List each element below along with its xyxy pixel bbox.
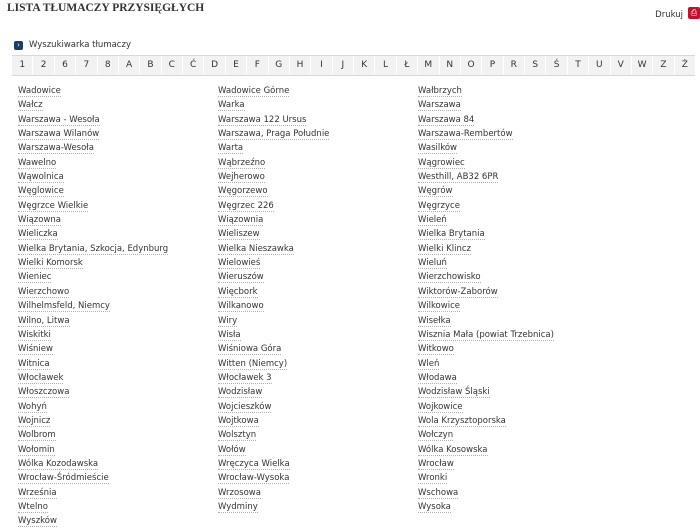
place-link[interactable]: Wilkanowo <box>218 301 264 312</box>
list-item <box>218 415 413 429</box>
place-link[interactable]: Włocławek <box>18 372 64 383</box>
printer-icon[interactable]: ⎙ <box>688 7 700 19</box>
letter-link[interactable]: 2 <box>33 56 54 75</box>
list-item <box>218 157 413 171</box>
place-link[interactable]: Wielka Brytania <box>418 229 485 240</box>
list-item <box>418 157 613 171</box>
list-item <box>218 315 413 329</box>
place-link[interactable]: Wilno, Litwa <box>18 315 70 326</box>
place-link[interactable]: Wołów <box>218 444 246 455</box>
list-item <box>418 472 613 486</box>
place-link[interactable]: Wydminy <box>218 501 258 512</box>
list-item <box>418 444 613 458</box>
place-link[interactable]: Wielki Klincz <box>418 243 471 254</box>
list-item <box>218 472 413 486</box>
place-link[interactable]: Węgrów <box>418 186 453 197</box>
place-link[interactable]: Wilkowice <box>418 301 460 312</box>
list-item <box>418 386 613 400</box>
place-link[interactable]: Wrocław <box>418 458 454 469</box>
list-item <box>18 415 213 429</box>
place-link[interactable]: Wieliczka <box>18 229 58 240</box>
list-item <box>18 271 213 285</box>
list-item <box>418 329 613 343</box>
list-item <box>18 114 213 128</box>
list-item <box>218 501 413 515</box>
place-link[interactable]: Wola Krzysztoporska <box>418 415 506 426</box>
list-item <box>18 171 213 185</box>
letter-link[interactable]: G <box>269 56 290 75</box>
letter-link[interactable]: Ł <box>397 56 418 75</box>
place-link[interactable]: Wilhelmsfeld, Niemcy <box>18 301 110 312</box>
place-link[interactable]: Warszawa 84 <box>418 114 475 125</box>
letter-link[interactable]: U <box>589 56 610 75</box>
list-item <box>218 487 413 501</box>
list-item <box>218 358 413 372</box>
place-link[interactable]: Wyszków <box>18 516 57 527</box>
place-link[interactable]: Wejherowo <box>218 172 265 183</box>
place-link[interactable]: Warka <box>218 100 245 111</box>
place-link[interactable]: Wadowice Górne <box>218 86 290 96</box>
place-link[interactable]: Wisła <box>218 329 241 340</box>
list-item <box>18 472 213 486</box>
place-link[interactable]: Węgrzyce <box>418 200 460 211</box>
places-column-3 <box>418 85 613 515</box>
letter-link[interactable]: N <box>440 56 461 75</box>
letter-link[interactable]: B <box>140 56 161 75</box>
list-item <box>218 429 413 443</box>
letter-link[interactable]: Ż <box>681 60 688 70</box>
list-item <box>218 243 413 257</box>
place-link[interactable]: Wręczyca Wielka <box>218 458 290 469</box>
place-link[interactable]: Wojnicz <box>18 415 51 426</box>
list-item <box>218 114 413 128</box>
list-item <box>418 401 613 415</box>
place-link[interactable]: Wschowa <box>418 487 459 498</box>
place-link[interactable]: Węgrzce Wielkie <box>18 200 89 211</box>
place-link[interactable]: Wałcz <box>18 100 43 111</box>
list-item <box>18 358 213 372</box>
place-link[interactable]: Warszawa, Praga Południe <box>218 129 330 140</box>
list-item <box>418 243 613 257</box>
place-link[interactable]: Wiśniowa Góra <box>218 344 282 355</box>
letter-navigation <box>12 55 695 76</box>
list-item <box>18 501 213 515</box>
place-link[interactable]: Włodawa <box>418 372 457 383</box>
list-item <box>18 85 213 99</box>
list-item <box>218 85 413 99</box>
place-link[interactable]: Wiskitki <box>18 329 51 340</box>
place-link[interactable]: Wólka Kosowska <box>418 444 488 455</box>
place-link[interactable]: Wrocław-Wysoka <box>218 473 290 484</box>
places-column-2 <box>218 85 413 515</box>
list-item <box>218 271 413 285</box>
place-link[interactable]: Warszawa - Wesoła <box>18 114 100 125</box>
list-item <box>218 329 413 343</box>
place-link[interactable]: Włocławek 3 <box>218 372 272 383</box>
place-link[interactable]: Wiązowna <box>18 215 61 226</box>
list-item <box>18 372 213 386</box>
letter-link[interactable]: Ć <box>183 56 204 75</box>
letter-link[interactable]: R <box>504 56 525 75</box>
list-item <box>18 458 213 472</box>
place-link[interactable]: Wrzosowa <box>218 487 261 498</box>
list-item <box>418 99 613 113</box>
list-item <box>418 228 613 242</box>
place-link[interactable]: Wolbrom <box>18 430 56 441</box>
place-link[interactable]: Westhill, AB32 6PR <box>418 172 499 183</box>
list-item <box>418 315 613 329</box>
place-link[interactable]: Wiktorów-Zaborów <box>418 286 498 297</box>
list-item <box>218 214 413 228</box>
list-item <box>418 85 613 99</box>
place-link[interactable]: Wierzchowo <box>18 286 70 297</box>
place-link[interactable]: Witkowo <box>418 344 454 355</box>
list-item <box>218 372 413 386</box>
letter-link[interactable]: H <box>290 56 311 75</box>
list-item <box>218 300 413 314</box>
letter-link[interactable]: J <box>333 56 354 75</box>
place-link[interactable]: Wojkowice <box>418 401 463 412</box>
place-link[interactable]: Węgorzewo <box>218 186 268 197</box>
place-link[interactable]: Wieluń <box>418 258 447 269</box>
letter-link[interactable]: I <box>311 56 332 75</box>
place-link[interactable]: Warszawa-Wesoła <box>18 143 94 154</box>
place-link[interactable]: Wasilków <box>418 143 457 154</box>
list-item <box>418 185 613 199</box>
letter-link[interactable]: P <box>482 56 503 75</box>
place-link[interactable]: Wisełka <box>418 315 451 326</box>
list-item <box>418 114 613 128</box>
list-item <box>218 200 413 214</box>
place-link[interactable]: Września <box>18 487 57 498</box>
list-item <box>418 257 613 271</box>
place-link[interactable]: Wąbrzeźno <box>218 157 266 168</box>
letter-link[interactable]: F <box>247 56 268 75</box>
place-link[interactable]: Wodzisław Śląski <box>418 387 490 398</box>
place-link[interactable]: Wojcieszków <box>218 401 272 412</box>
place-link[interactable]: Węgrzec 226 <box>218 200 274 211</box>
list-item <box>418 358 613 372</box>
list-item <box>218 99 413 113</box>
list-item <box>418 343 613 357</box>
letter-link[interactable]: 1 <box>12 56 33 75</box>
list-item <box>18 286 213 300</box>
place-link[interactable]: Wieliszew <box>218 229 260 240</box>
letter-link[interactable]: C <box>162 56 183 75</box>
places-column-1 <box>18 85 213 530</box>
list-item <box>418 487 613 501</box>
place-link[interactable]: Wierzchowisko <box>418 272 481 283</box>
place-link[interactable]: Wrocław-Śródmieście <box>18 473 109 484</box>
list-item <box>218 343 413 357</box>
place-link[interactable]: Wałbrzych <box>418 86 462 96</box>
letter-link[interactable]: 7 <box>76 56 97 75</box>
list-item <box>18 300 213 314</box>
place-link[interactable]: Włoszczowa <box>18 387 70 398</box>
list-item <box>18 214 213 228</box>
list-item <box>218 185 413 199</box>
place-link[interactable]: Więcbork <box>218 286 258 297</box>
place-link[interactable]: Węglowice <box>18 186 64 197</box>
list-item <box>18 444 213 458</box>
place-link[interactable]: Wadowice <box>18 86 61 96</box>
place-link[interactable]: Wisznia Mała (powiat Trzebnica) <box>418 329 554 340</box>
list-item <box>18 429 213 443</box>
place-link[interactable]: Wąwolnica <box>18 172 64 183</box>
list-item <box>18 185 213 199</box>
place-link[interactable]: Wielki Komorsk <box>18 258 83 269</box>
letter-link[interactable]: S <box>525 56 546 75</box>
list-item <box>18 343 213 357</box>
place-link[interactable]: Wolsztyn <box>218 430 257 441</box>
expand-arrow-icon: › <box>14 41 23 50</box>
search-toggle[interactable] <box>14 39 131 51</box>
place-link[interactable]: Wieniec <box>18 272 52 283</box>
place-link[interactable]: Wielka Nieszawka <box>218 243 294 254</box>
list-item <box>218 401 413 415</box>
letter-link[interactable]: Z <box>653 56 674 75</box>
place-link[interactable]: Wodzisław <box>218 387 263 398</box>
place-link[interactable]: Warszawa <box>418 100 461 111</box>
letter-link[interactable]: W <box>632 56 653 75</box>
list-item <box>418 200 613 214</box>
place-link[interactable]: Wieruszów <box>218 272 264 283</box>
letter-link[interactable]: 6 <box>55 56 76 75</box>
place-link[interactable]: Wiązownia <box>218 215 264 226</box>
letter-link[interactable]: K <box>354 56 375 75</box>
place-link[interactable]: Warszawa Wilanów <box>18 129 100 140</box>
letter-link[interactable]: Ś <box>546 56 567 75</box>
list-item <box>418 128 613 142</box>
list-item <box>418 372 613 386</box>
list-item <box>18 157 213 171</box>
letter-link[interactable]: 8 <box>98 56 119 75</box>
list-item <box>218 286 413 300</box>
list-item <box>418 142 613 156</box>
list-item <box>18 315 213 329</box>
list-item <box>418 171 613 185</box>
list-item <box>218 458 413 472</box>
page-title: LISTA TŁUMACZY PRZYSIĘGŁYCH <box>7 2 205 14</box>
place-link[interactable]: Warszawa 122 Ursus <box>218 114 307 125</box>
place-link[interactable]: Wielka Brytania, Szkocja, Edynburg <box>18 243 169 254</box>
letter-link[interactable]: E <box>226 56 247 75</box>
list-item <box>18 228 213 242</box>
letter-link[interactable]: L <box>375 56 396 75</box>
list-item <box>18 243 213 257</box>
list-item <box>418 429 613 443</box>
place-link[interactable]: Wołomin <box>18 444 55 455</box>
place-link[interactable]: Wawelno <box>18 157 57 168</box>
letter-link[interactable]: V <box>611 56 632 75</box>
place-link[interactable]: Wielowieś <box>218 258 261 269</box>
place-link[interactable]: Wleń <box>418 358 440 369</box>
place-link[interactable]: Warszawa-Rembertów <box>418 129 513 140</box>
place-link[interactable]: Wronki <box>418 473 448 484</box>
list-item <box>418 286 613 300</box>
list-item <box>218 228 413 242</box>
list-item <box>218 171 413 185</box>
place-link[interactable]: Wiry <box>218 315 238 326</box>
list-item <box>18 487 213 501</box>
list-item <box>18 128 213 142</box>
list-item <box>18 99 213 113</box>
list-item <box>18 200 213 214</box>
list-item <box>218 142 413 156</box>
place-link[interactable]: Wieleń <box>418 215 447 226</box>
list-item <box>418 501 613 515</box>
place-link[interactable]: Wojtkowa <box>218 415 259 426</box>
list-item <box>218 444 413 458</box>
list-item <box>418 300 613 314</box>
list-item <box>18 142 213 156</box>
list-item <box>18 515 213 529</box>
place-link[interactable]: Witten (Niemcy) <box>218 358 288 369</box>
place-link[interactable]: Wtelno <box>18 501 48 512</box>
place-link[interactable]: Wiśniew <box>18 344 53 355</box>
list-item <box>418 458 613 472</box>
place-link[interactable]: Wólka Kozodawska <box>18 458 99 469</box>
list-item <box>218 257 413 271</box>
place-link[interactable]: Wysoka <box>418 501 451 512</box>
list-item <box>418 214 613 228</box>
letter-link[interactable]: T <box>568 56 589 75</box>
list-item <box>218 128 413 142</box>
list-item <box>18 329 213 343</box>
list-item <box>18 257 213 271</box>
letter-link[interactable]: O <box>461 56 482 75</box>
place-link[interactable]: Warta <box>218 143 244 154</box>
letter-link[interactable]: A <box>119 56 140 75</box>
list-item <box>18 386 213 400</box>
list-item <box>418 271 613 285</box>
search-toggle-label: Wyszukiwarka tłumaczy <box>29 40 131 50</box>
list-item <box>218 386 413 400</box>
place-link[interactable]: Witnica <box>18 358 50 369</box>
letter-link[interactable]: D <box>204 56 225 75</box>
place-link[interactable]: Wągrowiec <box>418 157 465 168</box>
place-link[interactable]: Wołczyn <box>418 430 454 441</box>
list-item <box>418 415 613 429</box>
letter-link[interactable]: M <box>418 56 439 75</box>
list-item <box>18 401 213 415</box>
place-link[interactable]: Wohyń <box>18 401 47 412</box>
print-link[interactable]: Drukuj <box>655 10 683 20</box>
